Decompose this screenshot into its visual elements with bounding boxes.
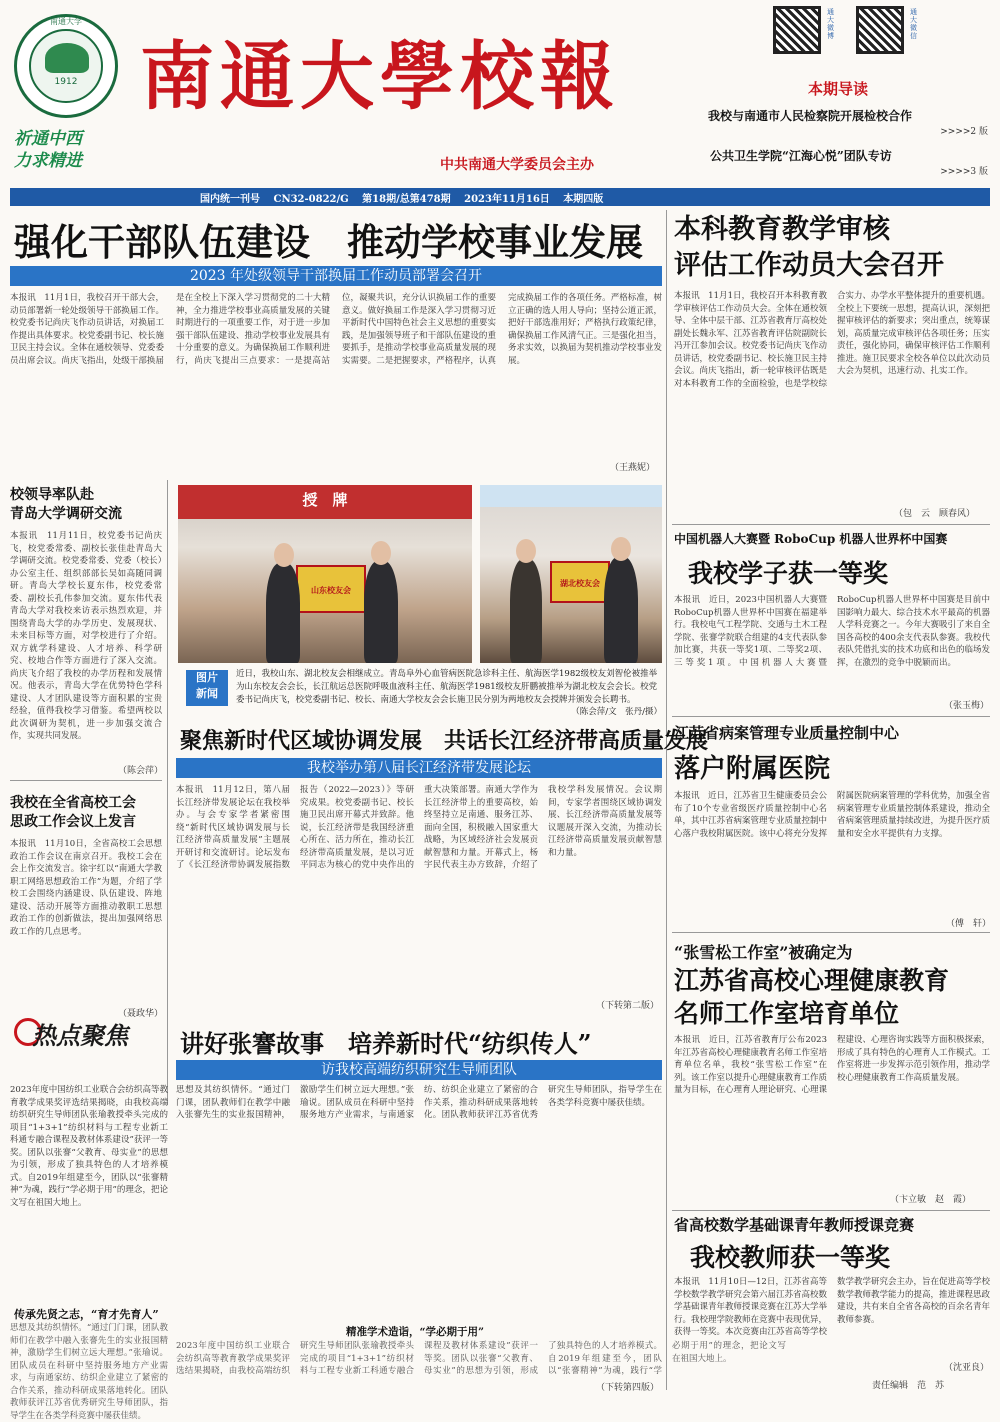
photo-caption: 近日，我校山东、湖北校友会相继成立。青岛阜外心血管病医院急诊科主任、航海医学1982级校友刘智伦被推举为山东校友会会长，长江航运总医院呼吸血液科主任、航海医学1981级校友肝鹏被推举为湖北校友会会长。校党委书记尚庆飞，校党委副书记、校长、南通大学校友会会长施卫民分别为两地校友会授牌并颁发会长聘书。 <box>236 669 658 705</box>
yangtze-continue: （下转第二版） <box>596 1001 660 1011</box>
spot-intro-cont: 思想及其纺织情怀。“通过门门课，团队教师们在教学中融入张謇先生的实业报国精神，激励学生们树立远大理想。”张瑜说。团队成员在科研中坚持服务地方产业需求，与南通家纺、纺织企业建立了紧密的合作关系，推动科研成果落地转化。团队教师获评江苏省优秀研究生导师团队，指导学生在各类学科竞赛中屡获佳绩。 <box>10 1323 168 1421</box>
info-item: CN32-0822/G <box>273 194 349 205</box>
forum-headline[interactable] <box>10 794 136 832</box>
headline-line: 江苏省高校心理健康教育 <box>674 966 950 995</box>
math-body: 本报讯 11月10日—12日，江苏省高等学校数学教学研究会第六届江苏省高校数学基础课青年教师授课竞赛在江苏大学举行。我校理学院教师在竞赛中表现优异，获得一等奖。本次竞赛由江苏省高等学校数学教学研究会主办，旨在促进高等学校数学教师教学能力的提高，推进课程思政建设，共有来自全省各高校的百余名青年教师参赛。 <box>674 1277 991 1337</box>
headline-line: 名师工作室培育单位 <box>674 999 900 1028</box>
psych-kicker: “张雪松工作室”被确定为 <box>674 943 853 962</box>
seal-inner <box>29 29 103 103</box>
person-head <box>371 541 391 565</box>
divider <box>672 932 990 933</box>
hospital-author: （傅 轩） <box>946 919 992 929</box>
headline-line: 本科教育教学审核 <box>674 214 890 245</box>
divider <box>672 524 990 525</box>
slogan-line: 力求精进 <box>14 151 82 171</box>
psych-author: （卞立敏 赵 霞） <box>890 1195 972 1205</box>
psych-body: 本报讯 近日，江苏省教育厅公布2023年江苏省高校心理健康教育名师工作室培育单位名单，我校“张雪松工作室”在列。该工作室以提升心理健康教育工作质量为目标，在心理育人理论研究、心理课程建设、心理咨询实践等方面积极探索，形成了具有特色的心理育人工作模式。工作室将进一步发挥示范引领作用，推动学校心理健康教育工作高质量发展。 <box>674 1035 991 1095</box>
school-seal-logo <box>14 14 118 118</box>
lead-subtitle: 2023 年处级领导干部换届工作动员部署会召开 <box>10 266 662 286</box>
person-figure <box>604 557 638 663</box>
person-head <box>516 539 536 563</box>
slogan-line: 祈通中西 <box>14 129 82 149</box>
divider <box>672 716 990 717</box>
hospital-body: 本报讯 近日，江苏省卫生健康委员会公布了10个专业省级医疗质量控制中心名单，其中江苏省病案管理专业质量控制中心落户我校附属医院。该中心将充分发挥附属医院病案管理的学科优势，加强全省病案管理专业质量控制体系建设，推动全省病案管理质量持续改进，为提升医疗质量和安全水平提供有力支撑。 <box>674 791 991 839</box>
headline-line: 我校在全省高校工会 <box>10 795 136 811</box>
spot-intro: 2023年度中国纺织工业联合会纺织高等教育教学成果奖评选结果揭晓，由我校高端纺织研究生导师团队张瑜教授牵头完成的项目“1+3+1”纺织材料与工程专业新工科通专融合课程及教材体系建设”获评一等奖。团队以张謇“父教育、母实业”的思想为引领，形成了独具特色的人才培养模式。自2019年组建至今，团队以“张謇精神”为魂，践行“学必期于用”的理念，把论文写在祖国大地上。 <box>10 1085 168 1208</box>
spot-mid-heading: 精准学术造诣，“学必期于用” <box>346 1326 485 1338</box>
audit-headline[interactable] <box>674 212 944 284</box>
forum-body: 本报讯 11月10日，全省高校工会思想政治工作会议在南京召开。我校工会在会上作交流发言。徐宇红以“南通大学教职工网络思想政治工作”为题，介绍了学校工会围绕内涵建设、队伍建设、阵地建设、活动开展等方面推动教职工思想政治工作的创新做法，提出加强网络思政工作的几点思考。 <box>10 839 162 937</box>
tree-icon <box>45 43 89 73</box>
plaque <box>550 561 610 603</box>
column-divider <box>666 210 667 1390</box>
photo-news-tag <box>186 670 228 706</box>
lead-headline[interactable]: 强化干部队伍建设 推动学校事业发展 <box>14 220 643 264</box>
robot-kicker: 中国机器人大赛暨 RoboCup 机器人世界杯中国赛 <box>674 532 948 546</box>
qr-label: 通大微信 <box>910 8 917 40</box>
photo-banner: 授 牌 <box>178 485 472 519</box>
seal-text: 南通大学 <box>50 17 82 26</box>
plaque <box>296 565 366 613</box>
tag-line: 新闻 <box>196 687 218 700</box>
divider <box>672 1210 990 1211</box>
lead-author: （王燕妮） <box>610 463 656 473</box>
qr-label: 通大微博 <box>827 8 834 40</box>
info-item: 国内统一刊号 <box>200 194 260 205</box>
person-head <box>611 537 631 561</box>
yangtze-body: 本报讯 11月12日，第八届长江经济带发展论坛在我校举办。与会专家学者紧密围绕“新时代区域协调发展与长江经济带高质量发展”主题展开研讨和交流研讨。论坛发布了《长江经济带协调发展指数报告（2022—2023）》等研究成果。校党委副书记、校长施卫民出席开幕式并致辞。他说，长江经济带是我国经济重心所在、活力所在，推动长江经济带高质量发展，是以习近平同志为核心的党中央作出的重大决策部署。南通大学作为长江经济带上的重要高校，始终坚持立足南通、服务江苏、面向全国，积极融入国家重大战略，为区域经济社会发展贡献智慧和力量。开幕式上，杨宇民代表主办方致辞，介绍了我校学科发展情况。会议期间，专家学者围绕区域协调发展、长江经济带高质量发展等议题展开深入交流，为推动长江经济带高质量发展贡献智慧和力量。 <box>176 785 662 870</box>
seal-year: 1912 <box>54 77 78 87</box>
hot-spot-label: 热点聚焦 <box>32 1021 128 1050</box>
person-figure <box>510 559 542 663</box>
lead-body: 本报讯 11月1日，我校召开干部大会，动员部署新一轮处级领导干部换届工作。校党委书记尚庆飞作动员讲话，对换届工作提出具体要求。校党委副书记、校长施卫民主持会议。全体在通校领导、党委委员出席会议。尚庆飞指出，处级干部换届是在全校上下深入学习贯彻党的二十大精神，全力推进学校事业高质量发展的关键时期进行的一项重要工作，对于进一步加强干部队伍建设、推动学校事业发展具有十分重要的意义。为确保换届工作顺利进行，尚庆飞提出三点要求：一是提高站位，凝聚共识，充分认识换届工作的重要意义。做好换届工作是深入学习贯彻习近平新时代中国特色社会主义思想的重要实践，是加强领导班子和干部队伍建设的重要抓手，是推动学校事业高质量发展的现实需要。二是把握要求，严格程序，认真完成换届工作的各项任务。严格标准，树立正确的选人用人导向；坚持公道正派，把好干部选准用好；严格执行政策纪律，确保换届工作风清气正。三是强化担当，务求实效，以换届为契机推动学校事业发展。 <box>10 293 662 366</box>
visit-author: （陈会萍） <box>118 766 164 776</box>
news-photo[interactable] <box>178 485 472 663</box>
guide-item[interactable] <box>708 107 988 137</box>
headline-line: 校领导率队赴 <box>10 487 94 503</box>
spot-subheading: 传承先贤之志，“育才先育人” <box>14 1308 159 1321</box>
hospital-kicker: 江苏省病案管理专业质量控制中心 <box>674 724 900 742</box>
math-headline[interactable]: 我校教师获一等奖 <box>690 1243 891 1272</box>
robot-author: （张玉梅） <box>944 701 990 711</box>
qr-code-icon[interactable] <box>856 6 904 54</box>
visit-body: 本报讯 11月11日，校党委书记尚庆飞，校党委常委、副校长张佳赴青岛大学调研交流。校党委常委、党委（校长）办公室主任、组织部部长吴如高随同调研。青岛大学校长夏东伟，校党委常委、副校长孔伟参加交流。夏东伟代表青岛大学对我校来访表示热烈欢迎，并围绕青岛大学的办学历史、发展现状、未来目标等方面，对学校进行了介绍。双方就学科建设、人才培养、科学研究、校地合作等方面进行了深入交流。尚庆飞介绍了我校的办学历程和发展情况。他表示，青岛大学在优势特色学科建设、人才团队建设等方面积累的宝贵经验，值得我校学习借鉴。希望两校以此次调研为契机，进一步加强交流合作，实现共同发展。 <box>10 531 162 741</box>
info-item: 2023年11月16日 <box>464 194 550 205</box>
spot-headline[interactable]: 讲好张謇故事 培养新时代“纺织传人” <box>180 1029 592 1058</box>
spot-body-cont: 2023年度中国纺织工业联合会纺织高等教育教学成果奖评选结果揭晓，由我校高端纺织研究生导师团队张瑜教授牵头完成的项目“1+3+1”纺织材料与工程专业新工科通专融合课程及教材体系建设”获评一等奖。团队以张謇“父教育、母实业”的思想为引领，形成了独具特色的人才培养模式。自2019年组建至今，团队以“张謇精神”为魂，践行“学必期于用”的理念，把论文写在祖国大地上。 <box>176 1341 786 1376</box>
newspaper-title: 南通大學校報 <box>140 34 620 120</box>
column-divider <box>167 480 168 1105</box>
plaque-text: 湖北校友会 <box>560 578 600 588</box>
headline-line: 思政工作会议上发言 <box>10 814 136 830</box>
plaque-text: 山东校友会 <box>311 585 351 595</box>
hospital-headline[interactable]: 落户附属医院 <box>674 754 831 784</box>
hot-spot-logo <box>14 1014 138 1056</box>
tag-line: 图片 <box>196 671 218 684</box>
info-item: 本期四版 <box>563 194 604 205</box>
person-figure <box>364 561 398 663</box>
slogan <box>14 128 82 172</box>
guide-item-text: 公共卫生学院“江海心悦”团队专访 <box>710 149 892 163</box>
info-item: 第18期/总第478期 <box>362 194 451 205</box>
headline-line: 评估工作动员大会召开 <box>674 250 944 281</box>
visit-headline[interactable] <box>10 486 122 524</box>
audit-author: （包 云 顾春风） <box>894 509 976 519</box>
guide-item-page: >>>>3 版 <box>940 167 988 177</box>
math-kicker: 省高校数学基础课青年教师授课竞赛 <box>674 1216 915 1234</box>
forum-author: （聂政华） <box>118 1009 164 1019</box>
qr-code-icon[interactable] <box>773 6 821 54</box>
psych-headline[interactable] <box>674 964 949 1030</box>
spot-continue: （下转第四版） <box>596 1383 660 1393</box>
guide-item-text: 我校与南通市人民检察院开展检校合作 <box>708 109 913 123</box>
sponsor-line: 中共南通大学委员会主办 <box>440 157 594 173</box>
person-figure <box>266 563 300 663</box>
robot-body: 本报讯 近日，2023中国机器人大赛暨RoboCup机器人世界杯中国赛在福建举行。我校电气工程学院、交通与土木工程学院、张謇学院联合组建的4支代表队参加比赛，共获一等奖1项、二等奖2项、三等奖1项。中国机器人大赛暨RoboCup机器人世界杯中国赛是目前中国影响力最大、综合技术水平最高的机器人学科竞赛之一。今年大赛吸引了来自全国各高校的400余支代表队参赛。我校代表队凭借扎实的技术功底和出色的临场发挥，在激烈的竞争中脱颖而出。 <box>674 595 991 668</box>
photo-credit: （陈会萍/文 张丹/摄） <box>571 707 662 717</box>
spot-body: 思想及其纺织情怀。“通过门门课，团队教师们在教学中融入张謇先生的实业报国精神，激励学生们树立远大理想。”张瑜说。团队成员在科研中坚持服务地方产业需求，与南通家纺、纺织企业建立了紧密的合作关系，推动科研成果落地转化。团队教师获评江苏省优秀研究生导师团队，指导学生在各类学科竞赛中屡获佳绩。 <box>176 1085 662 1120</box>
issue-info-bar <box>10 188 990 206</box>
math-author: （沈亚良） <box>944 1363 990 1373</box>
person-head <box>274 543 294 567</box>
editor-credit: 责任编辑 范 苏 <box>872 1381 945 1391</box>
photo-banner-bg <box>480 485 662 507</box>
guide-item[interactable] <box>710 147 988 177</box>
guide-item-page: >>>>2 版 <box>940 127 988 137</box>
spot-subtitle: 访我校高端纺织研究生导师团队 <box>176 1060 662 1080</box>
news-photo[interactable] <box>480 485 662 663</box>
audit-body: 本报讯 11月1日，我校召开本科教育教学审核评估工作动员大会。全体在通校领导、全体中层干部、江苏省教育厅高校处副处长魏永军、江苏省教育评估院副院长冯开江参加会议。校党委书记尚庆飞作动员讲话，校党委副书记、校长施卫民主持会议。尚庆飞指出，新一轮审核评估既是对本科教育工作的全面检验，也是学校综合实力、办学水平整体提升的重要机遇。全校上下要统一思想，提高认识，深刻把握审核评估的新要求；突出重点，统筹谋划，高质量完成审核评估各项任务；压实责任，强化协同，确保审核评估工作顺利推进。施卫民要求全校各单位以此次动员大会为契机，迅速行动、扎实工作。 <box>674 291 991 389</box>
robot-headline[interactable]: 我校学子获一等奖 <box>688 559 889 588</box>
yangtze-subtitle: 我校举办第八届长江经济带发展论坛 <box>176 758 662 778</box>
headline-line: 青岛大学调研交流 <box>10 506 122 522</box>
divider <box>10 780 162 781</box>
guide-title: 本期导读 <box>808 80 869 98</box>
yangtze-headline[interactable]: 聚焦新时代区域协调发展 共话长江经济带高质量发展 <box>180 728 709 754</box>
